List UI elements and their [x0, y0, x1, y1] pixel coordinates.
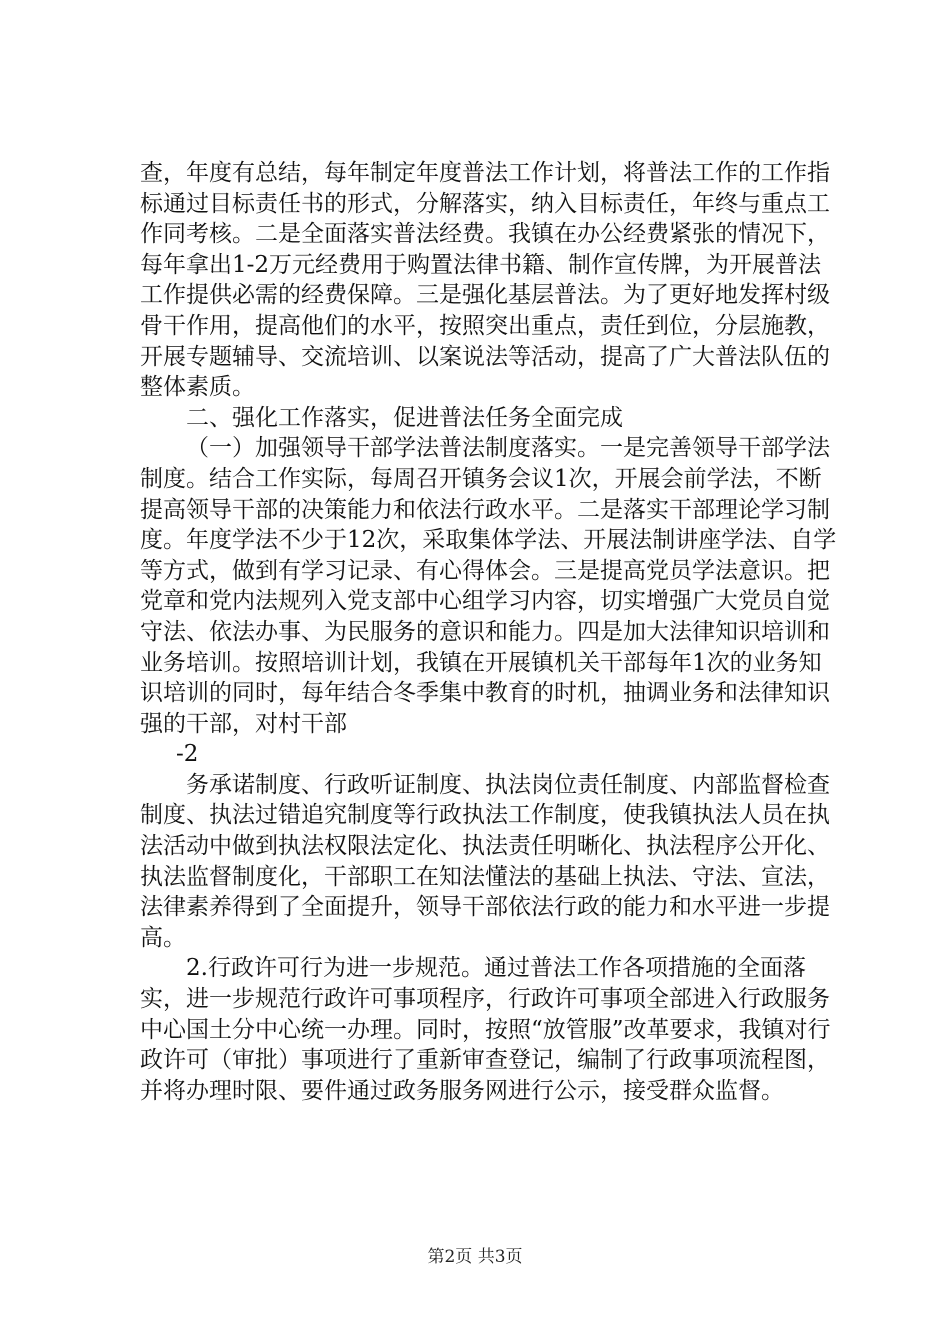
page-footer: 第2页 共3页: [427, 1247, 523, 1267]
paragraph-administrative-licensing: 2.行政许可行为进一步规范。通过普法工作各项措施的全面落实，进一步规范行政许可事项程序，行政许可事项全部进入行政服务中心国土分中心统一办理。同时，按照“放管服”改革要求，我镇对行政许可（审批）事项进行了重新审查登记，编制了行政事项流程图，并将办理时限、要件通过政务服务网进行公示，接受群众监督。: [140, 955, 831, 1104]
inline-page-marker: -2: [176, 741, 199, 768]
document-body: [140, 158, 840, 1106]
section-heading: 二、强化工作落实，促进普法任务全面完成: [186, 404, 623, 431]
paragraph-enforcement-system: 务承诺制度、行政听证制度、执法岗位责任制度、内部监督检查制度、执法过错追究制度等行政执法工作制度，使我镇执法人员在执法活动中做到执法权限法定化、执法责任明晰化、执法程序公开化、执法监督制度化，干部职工在知法懂法的基础上执法、守法、宣法，法律素养得到了全面提升，领导干部依法行政的能力和水平进一步提高。: [140, 771, 830, 951]
paragraph-leadership-study: （一）加强领导干部学法普法制度落实。一是完善领导干部学法制度。结合工作实际，每周召开镇务会议1次，开展会前学法，不断提高领导干部的决策能力和依法行政水平。二是落实干部理论学习制度。年度学法不少于12次，采取集体学法、开展法制讲座学法、自学等方式，做到有学习记录、有心得体会。三是提高党员学法意识。把党章和党内法规列入党支部中心组学习内容，切实增强广大党员自觉守法、依法办事、为民服务的意识和能力。四是加大法律知识培训和业务培训。按照培训计划，我镇在开展镇机关干部每年1次的业务知识培训的同时，每年结合冬季集中教育的时机，抽调业务和法律知识强的干部，对村干部: [140, 435, 837, 737]
paragraph-continuation: 查，年度有总结，每年制定年度普法工作计划，将普法工作的工作指标通过目标责任书的形式，分解落实，纳入目标责任，年终与重点工作同考核。二是全面落实普法经费。我镇在办公经费紧张的情况下，每年拿出1-2万元经费用于购置法律书籍、制作宣传牌，为开展普法工作提供必需的经费保障。三是强化基层普法。为了更好地发挥村级骨干作用，提高他们的水平，按照突出重点，责任到位，分层施教，开展专题辅导、交流培训、以案说法等活动，提高了广大普法队伍的整体素质。: [140, 160, 830, 401]
